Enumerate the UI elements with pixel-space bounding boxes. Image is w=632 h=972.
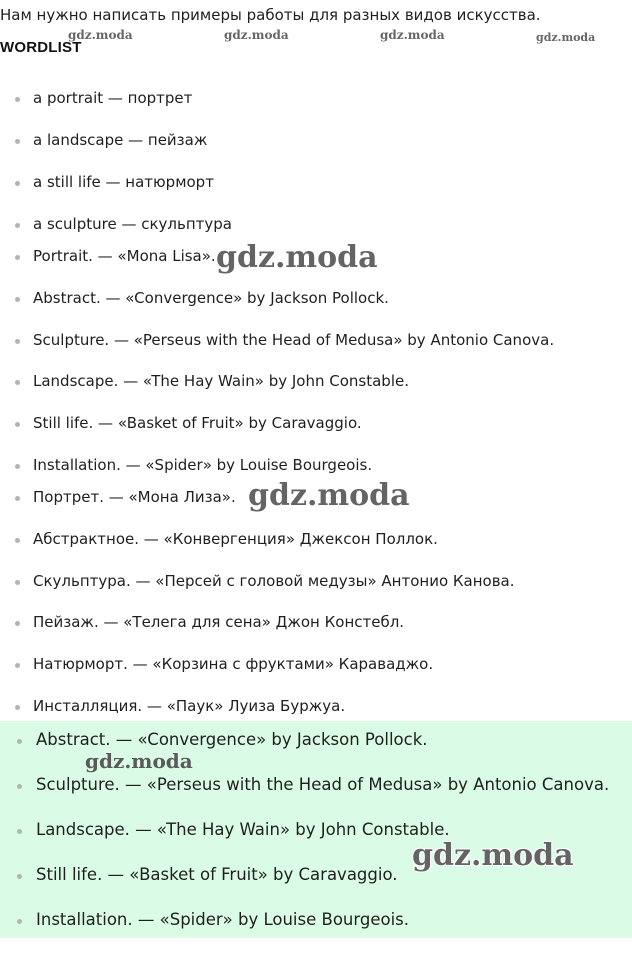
list-item-text: Installation. — «Spider» by Louise Bourgeois. [36,910,410,929]
bullet-icon [15,297,20,302]
bullet-icon [15,339,20,344]
watermark: gdz.moda [85,749,193,773]
bullet-icon [15,223,20,228]
list-item-text: Sculpture. — «Perseus with the Head of Medusa» by Antonio Canova. [33,331,555,349]
list-item-text: Пейзаж. — «Телега для сена» Джон Констебл. [33,613,405,631]
bullet-icon [15,181,20,186]
list-item-text: Still life. — «Basket of Fruit» by Caravaggio. [36,865,398,884]
watermark: gdz.moda [224,28,289,42]
bullet-icon [15,538,20,543]
list-item-text: Sculpture. — «Perseus with the Head of Medusa» by Antonio Canova. [36,775,610,794]
bullet-icon [15,139,20,144]
bullet-icon [17,919,22,924]
list-item-text: Landscape. — «The Hay Wain» by John Constable. [36,820,450,839]
bullet-icon [15,621,20,626]
list-item-text: a portrait — портрет [33,89,193,107]
list-item-text: Абстрактное. — «Конвергенция» Джексон Поллок. [33,530,438,548]
bullet-icon [15,97,20,102]
bullet-icon [15,496,20,501]
list-item-text: Натюрморт. — «Корзина с фруктами» Караваджо. [33,655,434,673]
list-item-text: a landscape — пейзаж [33,131,208,149]
wordlist-heading: WORDLIST [0,39,82,56]
list-item-text: Portrait. — «Mona Lisa». [33,247,216,265]
list-item-text: Still life. — «Basket of Fruit» by Caravaggio. [33,414,362,432]
watermark: gdz.moda [216,240,378,275]
bullet-icon [17,784,22,789]
list-item-text: Abstract. — «Convergence» by Jackson Pollock. [33,289,389,307]
watermark: gdz.moda [412,838,574,873]
bullet-icon [15,464,20,469]
bullet-icon [17,829,22,834]
list-item-text: Скульптура. — «Персей с головой медузы» Антонио Канова. [33,572,515,590]
watermark: gdz.moda [68,28,133,42]
list-item-text: Installation. — «Spider» by Louise Bourgeois. [33,456,373,474]
bullet-icon [15,255,20,260]
bullet-icon [15,422,20,427]
watermark: gdz.moda [248,478,410,513]
bullet-icon [17,874,22,879]
intro-text: Нам нужно написать примеры работы для разных видов искусства. [0,6,541,24]
list-item-text: Landscape. — «The Hay Wain» by John Constable. [33,372,409,390]
list-item-text: a sculpture — скульптура [33,215,232,233]
bullet-icon [15,380,20,385]
list-item-text: a still life — натюрморт [33,173,214,191]
watermark: gdz.moda [380,28,445,42]
bullet-icon [17,739,22,744]
list-item-text: Abstract. — «Convergence» by Jackson Pollock. [36,730,428,749]
watermark: gdz.moda [536,31,596,44]
bullet-icon [15,580,20,585]
list-item-text: Портрет. — «Мона Лиза». [33,488,236,506]
bullet-icon [15,663,20,668]
bullet-icon [15,705,20,710]
list-item-text: Инсталляция. — «Паук» Луиза Буржуа. [33,697,346,715]
